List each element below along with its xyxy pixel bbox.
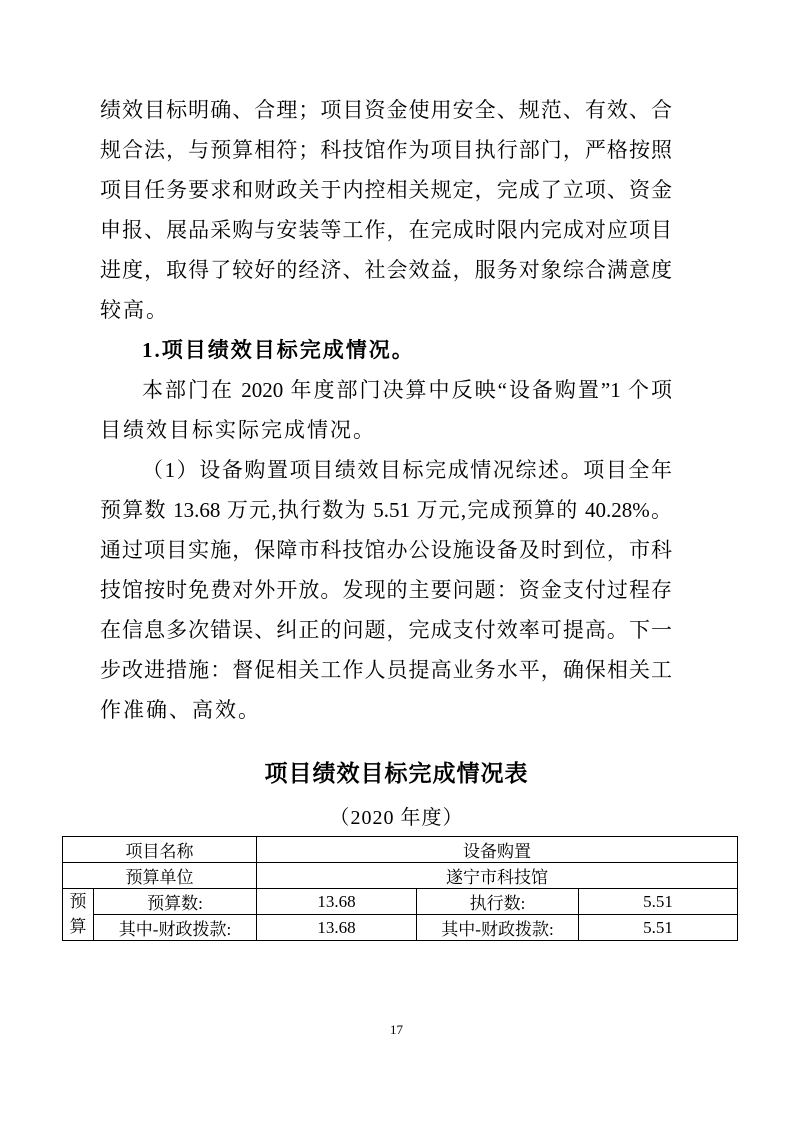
budget-unit-value: 遂宁市科技馆	[257, 863, 738, 889]
body-text-line: 项目任务要求和财政关于内控相关规定，完成了立项、资金	[100, 178, 672, 202]
body-text-line: 绩效目标明确、合理；项目资金使用安全、规范、有效、合	[100, 98, 672, 122]
body-text-line: 申报、展品采购与安装等工作，在完成时限内完成对应项目	[100, 218, 672, 242]
table-row	[63, 915, 738, 941]
body-text-line: 在信息多次错误、纠正的问题，完成支付效率可提高。下一	[100, 618, 672, 642]
fiscal-allocation-label: 其中-财政拨款:	[94, 915, 257, 941]
body-text-block	[100, 90, 672, 730]
body-text-line: （1）设备购置项目绩效目标完成情况综述。项目全年	[142, 458, 672, 482]
table-title: 项目绩效目标完成情况表	[264, 761, 529, 786]
body-text-line: 技馆按时免费对外开放。发现的主要问题：资金支付过程存	[100, 578, 672, 602]
body-text-line: 预算数 13.68 万元,执行数为 5.51 万元,完成预算的 40.28%。	[100, 498, 672, 522]
body-text-line: 目绩效目标实际完成情况。	[100, 418, 376, 442]
project-name-value: 设备购置	[257, 837, 738, 863]
body-text-line: 作准确、高效。	[100, 698, 261, 722]
fiscal-allocation-exec-value: 5.51	[579, 915, 738, 941]
table-year-subtitle: （2020 年度）	[329, 807, 464, 829]
page-number: 17	[390, 1022, 403, 1037]
section-heading: 1.项目绩效目标完成情况。	[142, 338, 415, 362]
performance-table	[62, 836, 738, 941]
table-row	[63, 837, 738, 863]
budget-number-label: 预算数:	[94, 889, 257, 915]
body-text-line: 通过项目实施，保障市科技馆办公设施设备及时到位，市科	[100, 538, 672, 562]
budget-number-value: 13.68	[257, 889, 417, 915]
execution-number-label: 执行数:	[417, 889, 579, 915]
body-text-line: 本部门在 2020 年度部门决算中反映“设备购置”1 个项	[142, 378, 672, 402]
budget-unit-label: 预算单位	[63, 863, 257, 889]
body-text-line: 步改进措施：督促相关工作人员提高业务水平，确保相关工	[100, 658, 672, 682]
fiscal-allocation-exec-label: 其中-财政拨款:	[417, 915, 579, 941]
table-row	[63, 889, 738, 915]
table-row	[63, 863, 738, 889]
budget-group-label: 预算	[63, 889, 94, 941]
project-name-label: 项目名称	[63, 837, 257, 863]
body-text-line: 较高。	[100, 298, 169, 322]
body-text-line: 规合法，与预算相符；科技馆作为项目执行部门，严格按照	[100, 138, 672, 162]
fiscal-allocation-value: 13.68	[257, 915, 417, 941]
execution-number-value: 5.51	[579, 889, 738, 915]
body-text-line: 进度，取得了较好的经济、社会效益，服务对象综合满意度	[100, 258, 672, 282]
